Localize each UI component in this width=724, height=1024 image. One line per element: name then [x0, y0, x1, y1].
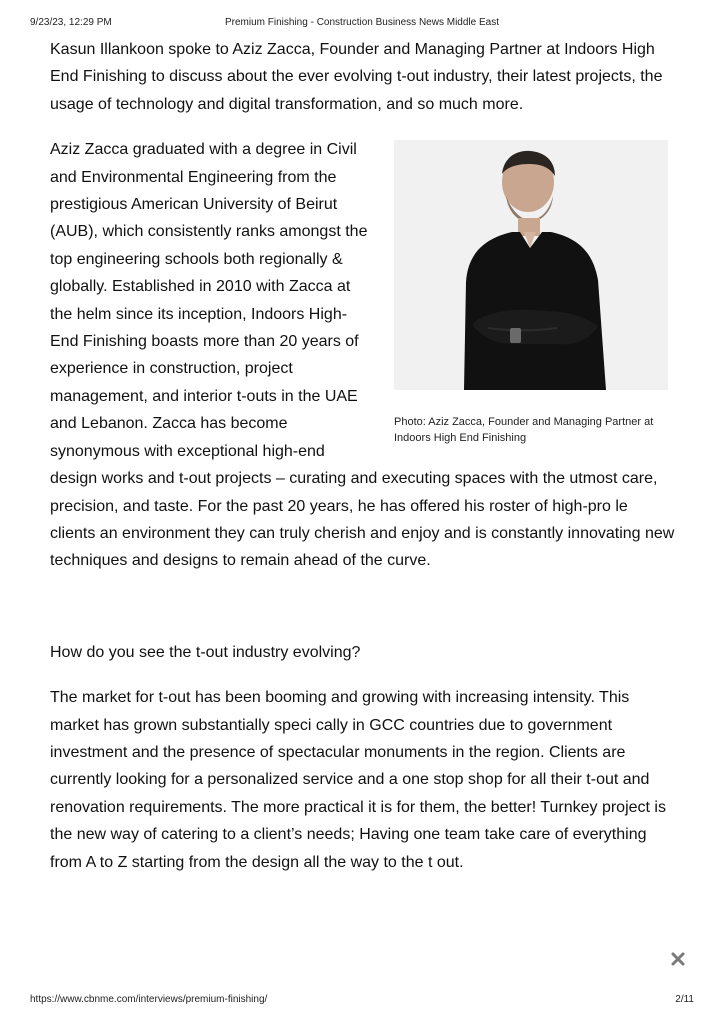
print-url: https://www.cbnme.com/interviews/premium-finishing/ [30, 994, 268, 1005]
portrait-photo [394, 140, 668, 390]
print-page-title: Premium Finishing - Construction Business News Middle East [225, 17, 499, 28]
interview-question: How do you see the t-out industry evolving? [50, 643, 361, 661]
bio-section [50, 136, 676, 575]
interview-answer: The market for t-out has been booming and growing with increasing intensity. This market has grown substantially speci cally in GCC countries due to government investment and the presence of spectacular monuments in the region. Clients are currently looking for a personalized service and a one stop shop for all their t-out and renovation requirements. The more practical it is for them, the better! Turnkey project is the new way of catering to a client’s needs; Having one team take care of everything from A to Z starting from the design all the way to the t out. [50, 689, 666, 871]
bio-paragraph: Aziz Zacca graduated with a degree in Civil and Environmental Engineering from the prestigious American University of Beirut (AUB), which consistently ranks amongst the top engineering schools both regionally & globally. Established in 2010 with Zacca at the helm since its inception, Indoors High-End Finishing boasts more than 20 years of experience in construction, project management, and interior t-outs in the UAE and Lebanon. Zacca has become synonymous with exceptional high-end design works and t-out projects – curating and executing spaces with the utmost care, precision, and taste. For the past 20 years, he has offered his roster of high-pro le clients an environment they can truly cherish and enjoy and is constantly innovating new techniques and designs to remain ahead of the curve. [50, 141, 675, 570]
print-header [0, 0, 724, 40]
article-intro: Kasun Illankoon spoke to Aziz Zacca, Founder and Managing Partner at Indoors High End Finishing to discuss about the ever evolving t-out industry, their latest projects, the usage of technology and digital transformation, and so much more. [50, 41, 663, 113]
print-datetime: 9/23/23, 12:29 PM [30, 17, 112, 28]
portrait-figure [394, 140, 668, 446]
page-number: 2/11 [675, 994, 694, 1005]
close-icon[interactable] [669, 950, 687, 968]
photo-caption: Photo: Aziz Zacca, Founder and Managing Partner at Indoors High End Finishing [394, 416, 654, 445]
article-content [50, 36, 676, 876]
